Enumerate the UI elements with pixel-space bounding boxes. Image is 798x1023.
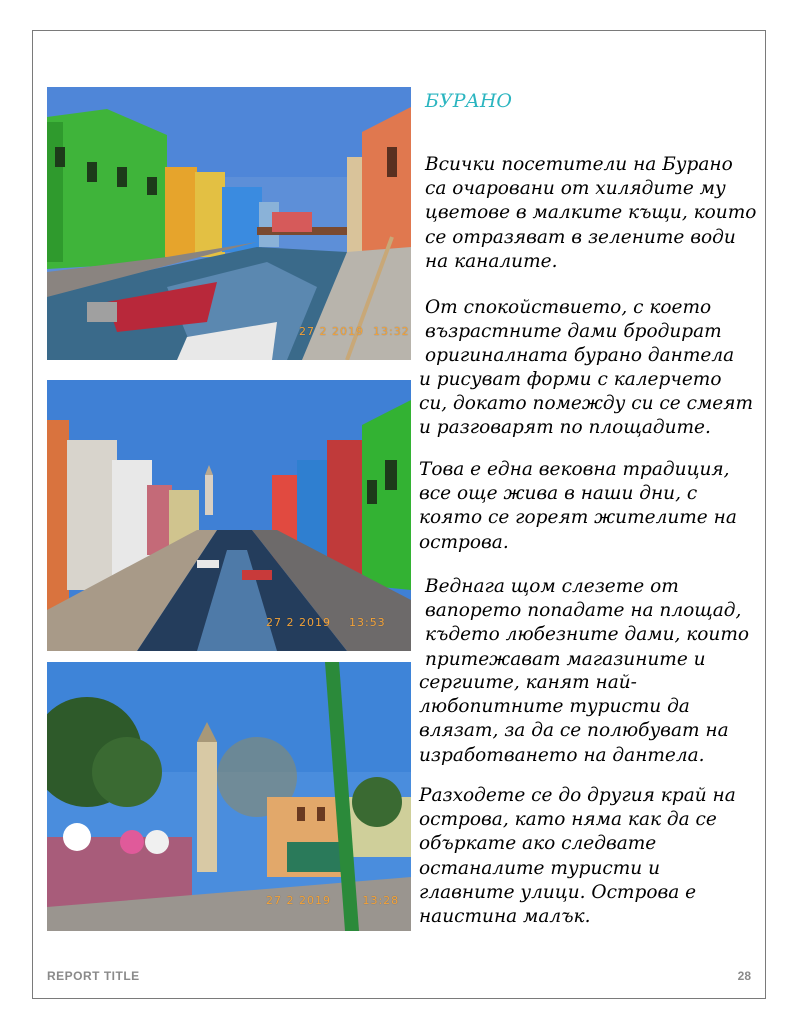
paragraph-4a: Веднага щом слезете от вапорето попадате на площад, където любезните дами, които притежават магазините и bbox=[425, 576, 750, 670]
photo-1-date-stamp: 27 2 2019 13:32 bbox=[299, 325, 410, 338]
photo-square bbox=[47, 662, 411, 931]
photo-canal-2-image bbox=[47, 380, 411, 651]
footer-report-title: REPORT TITLE bbox=[47, 969, 140, 983]
photo-canal-2 bbox=[47, 380, 411, 651]
paragraph-5: Разходете се до другия край на острова, като няма как да се объркате ако следвате останалите туристи и главните улици. Острова е наистина малък. bbox=[419, 785, 736, 928]
paragraph-1: Всички посетители на Бурано са очаровани от хилядите му цветове в малките къщи, които се отразяват в зелените води на каналите. bbox=[425, 154, 757, 272]
photo-3-date-stamp: 27 2 2019 13:28 bbox=[266, 894, 400, 907]
paragraph-2a: От спокойствието, с което възрастните дами бродират оригиналната бурано дантела bbox=[425, 297, 735, 367]
photo-2-date-stamp: 27 2 2019 13:53 bbox=[266, 616, 386, 629]
footer-page-number: 28 bbox=[737, 969, 751, 983]
paragraph-4b: сергиите, канят най- любопитните туристи да влязат, за да се полюбуват на изработването на дантела. bbox=[419, 672, 729, 766]
photo-canal-1-image bbox=[47, 87, 411, 360]
photo-canal-1 bbox=[47, 87, 411, 360]
paragraph-3: Това е една вековна традиция, все още жива в наши дни, с която се горeят жителите на острова. bbox=[419, 459, 737, 553]
photo-square-image bbox=[47, 662, 411, 931]
section-heading: БУРАНО bbox=[425, 90, 513, 112]
paragraph-2b: и рисуват форми с калерчето си, докато помежду си се смеят и разговарят по площадите. bbox=[419, 369, 754, 439]
